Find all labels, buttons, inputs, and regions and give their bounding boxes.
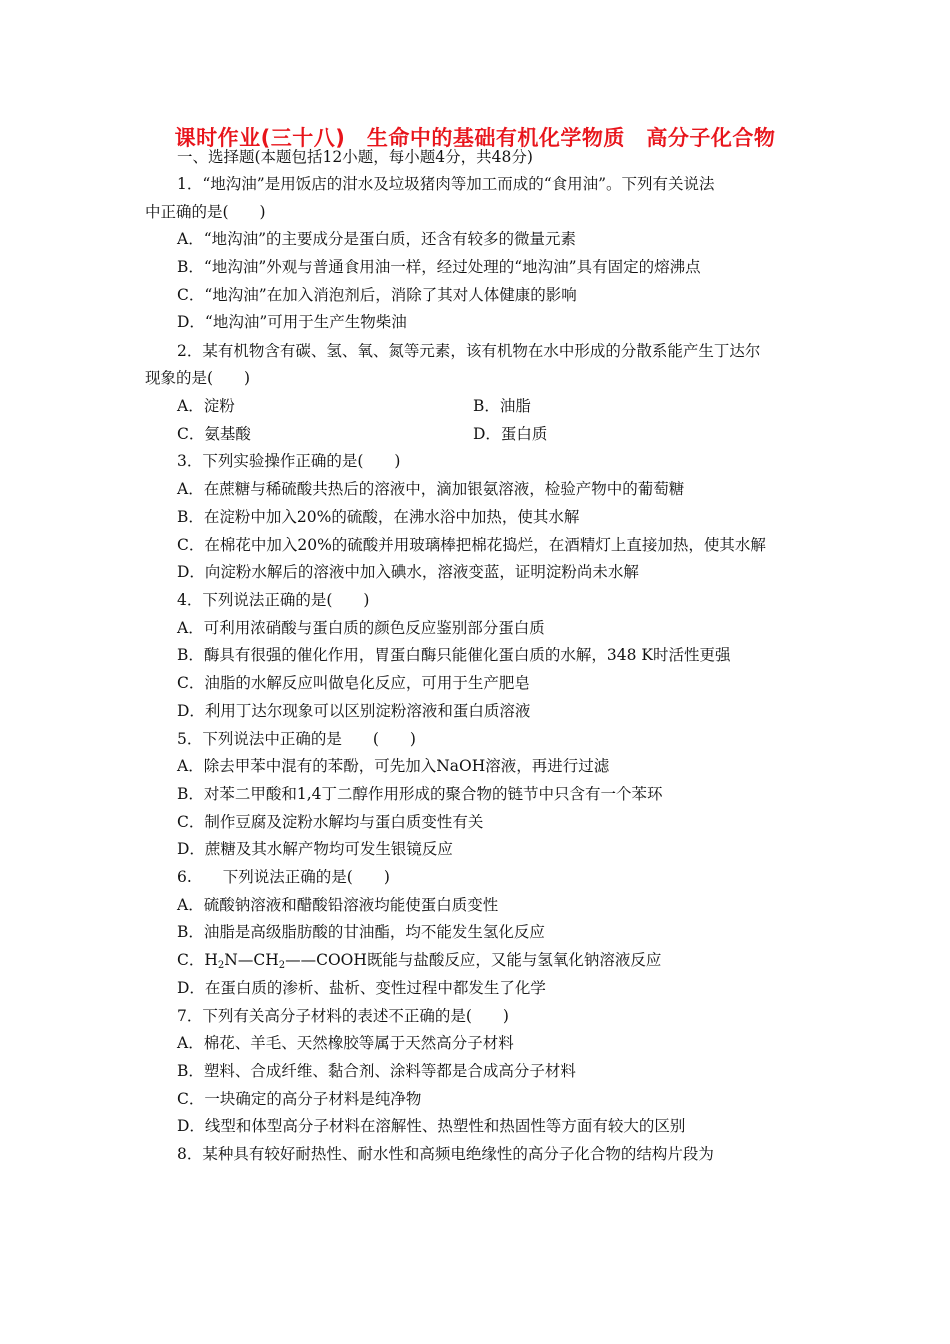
question-3-option-a: A．在蔗糖与稀硫酸共热后的溶液中，滴加银氨溶液，检验产物中的葡萄糖 — [177, 480, 685, 498]
question-6-option-d: D．在蛋白质的渗析、盐析、变性过程中都发生了化学 — [177, 979, 546, 997]
question-2-option-d: D．蛋白质 — [473, 425, 548, 443]
question-4-option-d: D．利用丁达尔现象可以区别淀粉溶液和蛋白质溶液 — [177, 702, 531, 720]
question-7-option-d: D．线型和体型高分子材料在溶解性、热塑性和热固性等方面有较大的区别 — [177, 1117, 686, 1135]
page-title: 课时作业(三十八) 生命中的基础有机化学物质 高分子化合物 — [174, 126, 776, 150]
question-5-option-b: B．对苯二甲酸和1,4丁二醇作用形成的聚合物的链节中只含有一个苯环 — [177, 785, 663, 803]
question-7-option-c: C．一块确定的高分子材料是纯净物 — [177, 1090, 422, 1108]
question-5-option-a: A．除去甲苯中混有的苯酚，可先加入NaOH溶液，再进行过滤 — [177, 757, 610, 775]
question-3-option-d: D．向淀粉水解后的溶液中加入碘水，溶液变蓝，证明淀粉尚未水解 — [177, 563, 639, 581]
subscript: 2 — [278, 960, 286, 971]
question-4-option-b: B．酶具有很强的催化作用，胃蛋白酶只能催化蛋白质的水解，348 K时活性更强 — [177, 646, 731, 664]
question-6-stem: 6. 下列说法正确的是( ) — [177, 868, 390, 886]
question-1-option-c: C．“地沟油”在加入消泡剂后，消除了其对人体健康的影响 — [177, 286, 577, 304]
question-6-option-b: B．油脂是高级脂肪酸的甘油酯，均不能发生氢化反应 — [177, 923, 545, 941]
question-6-option-a: A．硫酸钠溶液和醋酸铅溶液均能使蛋白质变性 — [177, 896, 499, 914]
question-1-option-b: B．“地沟油”外观与普通食用油一样，经过处理的“地沟油”具有固定的熔沸点 — [177, 258, 701, 276]
question-3-option-c: C．在棉花中加入20%的硫酸并用玻璃棒把棉花捣烂，在酒精灯上直接加热，使其水解 — [177, 536, 766, 554]
question-4-option-c: C．油脂的水解反应叫做皂化反应，可用于生产肥皂 — [177, 674, 530, 692]
question-2-stem: 2．某有机物含有碳、氢、氧、氮等元素，该有机物在水中形成的分散系能产生丁达尔 — [177, 342, 761, 360]
question-5-option-c: C．制作豆腐及淀粉水解均与蛋白质变性有关 — [177, 813, 484, 831]
question-7-option-b: B．塑料、合成纤维、黏合剂、涂料等都是合成高分子材料 — [177, 1062, 576, 1080]
question-3-option-b: B．在淀粉中加入20%的硫酸，在沸水浴中加热，使其水解 — [177, 508, 580, 526]
question-5-stem: 5．下列说法中正确的是 ( ) — [177, 730, 416, 748]
question-4-stem: 4．下列说法正确的是( ) — [177, 591, 370, 609]
option-c-prefix: C．H — [177, 951, 218, 969]
question-7-stem: 7．下列有关高分子材料的表述不正确的是( ) — [177, 1007, 509, 1025]
question-8-stem: 8．某种具有较好耐热性、耐水性和高频电绝缘性的高分子化合物的结构片段为 — [177, 1145, 714, 1163]
section-heading: 一、选择题(本题包括12小题，每小题4分，共48分) — [177, 148, 533, 166]
question-3-stem: 3．下列实验操作正确的是( ) — [177, 452, 401, 470]
question-1-stem-cont: 中正确的是( ) — [145, 203, 266, 221]
option-c-rest: ——COOH既能与盐酸反应，又能与氢氧化钠溶液反应 — [285, 951, 662, 969]
question-4-option-a: A．可利用浓硝酸与蛋白质的颜色反应鉴别部分蛋白质 — [177, 619, 545, 637]
question-1-option-d: D．“地沟油”可用于生产生物柴油 — [177, 313, 407, 331]
question-2-option-c: C．氨基酸 — [177, 425, 251, 443]
question-2-stem-cont: 现象的是( ) — [145, 369, 251, 387]
question-5-option-d: D．蔗糖及其水解产物均可发生银镜反应 — [177, 840, 453, 858]
formula-part: N—CH — [224, 951, 279, 969]
question-7-option-a: A．棉花、羊毛、天然橡胶等属于天然高分子材料 — [177, 1034, 514, 1052]
question-1-stem: 1．“地沟油”是用饭店的泔水及垃圾猪肉等加工而成的“食用油”。下列有关说法 — [177, 175, 715, 193]
question-6-option-c — [177, 950, 661, 976]
subscript: 2 — [217, 960, 225, 971]
question-2-option-b: B．油脂 — [473, 397, 531, 415]
question-2-option-a: A．淀粉 — [177, 397, 235, 415]
question-1-option-a: A．“地沟油”的主要成分是蛋白质，还含有较多的微量元素 — [177, 230, 577, 248]
